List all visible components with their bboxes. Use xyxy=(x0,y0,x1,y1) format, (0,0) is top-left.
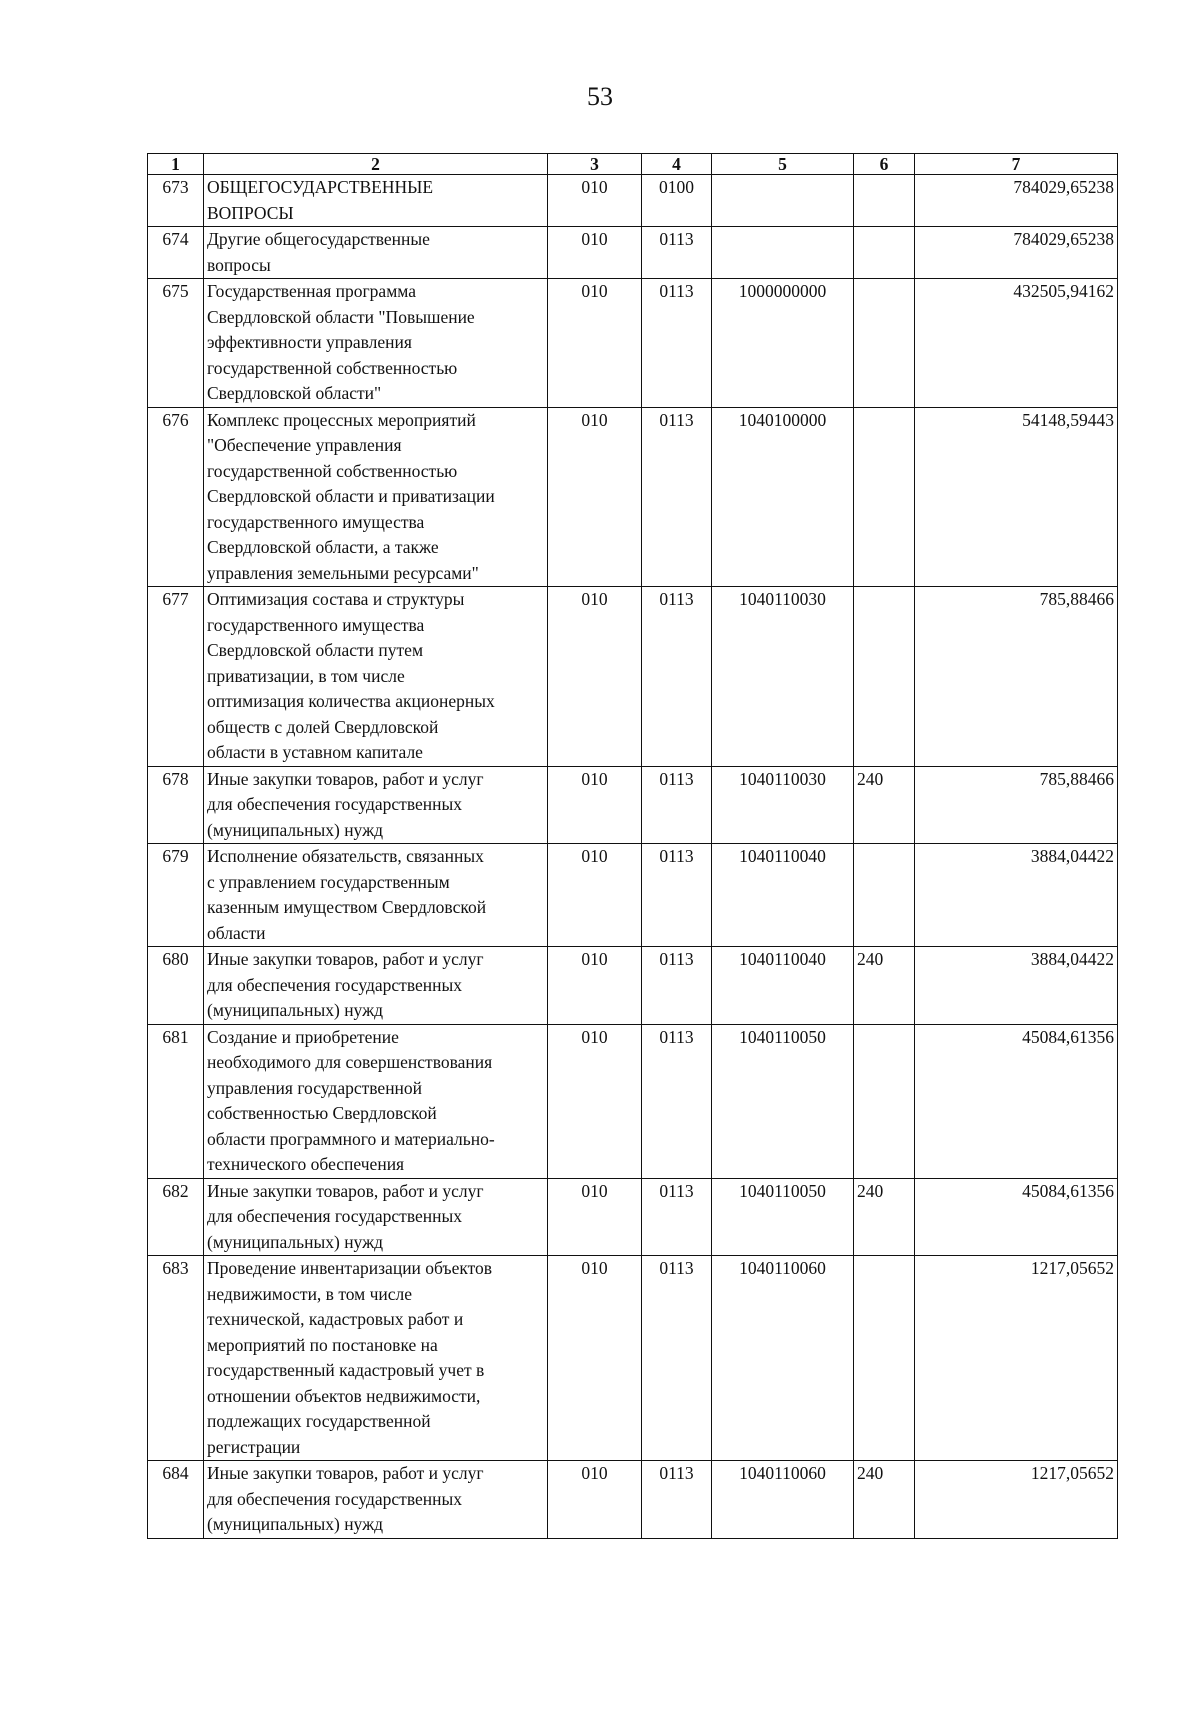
subsection-code: 0113 xyxy=(642,1461,712,1539)
row-name-line: Оптимизация состава и структуры xyxy=(207,589,465,609)
row-name-line: (муниципальных) нужд xyxy=(207,819,384,840)
row-name-line: регистрации xyxy=(207,1436,301,1457)
table-row xyxy=(148,1461,1118,1539)
subsection-code: 0100 xyxy=(642,175,712,227)
expense-type-code xyxy=(854,844,915,947)
amount: 784029,65238 xyxy=(915,175,1118,227)
row-name-line: государственного имущества xyxy=(207,614,425,635)
row-name-line: Свердловской области "Повышение xyxy=(207,306,475,327)
target-article-code: 1000000000 xyxy=(712,279,854,408)
row-number: 676 xyxy=(148,407,204,587)
expense-type-code xyxy=(854,175,915,227)
table-row xyxy=(148,947,1118,1025)
row-name-line: (муниципальных) нужд xyxy=(207,1231,384,1252)
row-name xyxy=(204,279,548,408)
section-code: 010 xyxy=(548,279,642,408)
row-name xyxy=(204,1256,548,1461)
amount: 784029,65238 xyxy=(915,227,1118,279)
expense-type-code xyxy=(854,407,915,587)
target-article-code: 1040110030 xyxy=(712,766,854,844)
row-name-line: собственностью Свердловской xyxy=(207,1103,437,1123)
row-name-line: вопросы xyxy=(207,254,271,275)
row-name-line: необходимого для совершенствования xyxy=(207,1052,493,1072)
table-row xyxy=(148,407,1118,587)
row-number: 684 xyxy=(148,1461,204,1539)
row-name-line: оптимизация количества акционерных xyxy=(207,691,495,711)
expense-type-code xyxy=(854,587,915,767)
row-name-line: Исполнение обязательств, связанных xyxy=(207,846,484,866)
row-name xyxy=(204,1178,548,1256)
subsection-code: 0113 xyxy=(642,407,712,587)
row-number: 681 xyxy=(148,1024,204,1178)
row-name-line: Иные закупки товаров, работ и услуг xyxy=(207,949,484,969)
row-number: 677 xyxy=(148,587,204,767)
row-name-line: государственный кадастровый учет в xyxy=(207,1360,485,1380)
row-name-line: приватизации, в том числе xyxy=(207,665,405,686)
amount: 3884,04422 xyxy=(915,947,1118,1025)
target-article-code: 1040110060 xyxy=(712,1256,854,1461)
section-code: 010 xyxy=(548,227,642,279)
row-name-line: обществ с долей Свердловской xyxy=(207,716,439,737)
row-name-line: Государственная программа xyxy=(207,281,416,301)
row-name-line: (муниципальных) нужд xyxy=(207,1514,384,1534)
row-name-line: ОБЩЕГОСУДАРСТВЕННЫЕ xyxy=(207,177,434,197)
amount: 432505,94162 xyxy=(915,279,1118,408)
row-number: 680 xyxy=(148,947,204,1025)
row-name-line: технического обеспечения xyxy=(207,1154,405,1174)
table-row xyxy=(148,587,1118,767)
subsection-code: 0113 xyxy=(642,766,712,844)
amount: 785,88466 xyxy=(915,587,1118,767)
row-name-line: отношении объектов недвижимости, xyxy=(207,1385,481,1406)
expense-type-code xyxy=(854,227,915,279)
subsection-code: 0113 xyxy=(642,1024,712,1178)
target-article-code: 1040110060 xyxy=(712,1461,854,1539)
amount: 1217,05652 xyxy=(915,1461,1118,1539)
row-name-line: государственной собственностью xyxy=(207,460,458,481)
amount: 785,88466 xyxy=(915,766,1118,844)
row-name xyxy=(204,1024,548,1178)
row-name-line: подлежащих государственной xyxy=(207,1411,431,1431)
amount: 45084,61356 xyxy=(915,1178,1118,1256)
table-row xyxy=(148,844,1118,947)
column-header-3: 3 xyxy=(548,154,642,175)
section-code: 010 xyxy=(548,1024,642,1178)
row-number: 682 xyxy=(148,1178,204,1256)
row-name-line: Проведение инвентаризации объектов xyxy=(207,1258,493,1278)
row-name xyxy=(204,407,548,587)
column-header-2: 2 xyxy=(204,154,548,175)
row-name xyxy=(204,227,548,279)
row-name-line: Свердловской области" xyxy=(207,383,382,403)
column-header-4: 4 xyxy=(642,154,712,175)
row-name-line: Комплекс процессных мероприятий xyxy=(207,409,476,430)
row-name-line: области программного и материально- xyxy=(207,1128,495,1149)
table-body xyxy=(148,175,1118,1539)
target-article-code: 1040110050 xyxy=(712,1024,854,1178)
target-article-code xyxy=(712,227,854,279)
row-number: 675 xyxy=(148,279,204,408)
row-name-line: для обеспечения государственных xyxy=(207,1488,462,1509)
target-article-code: 1040110030 xyxy=(712,587,854,767)
row-name-line: управления земельными ресурсами" xyxy=(207,562,479,583)
column-header-7: 7 xyxy=(915,154,1118,175)
row-name-line: Свердловской области, а также xyxy=(207,537,439,557)
target-article-code: 1040110050 xyxy=(712,1178,854,1256)
row-number: 673 xyxy=(148,175,204,227)
target-article-code xyxy=(712,175,854,227)
row-number: 679 xyxy=(148,844,204,947)
target-article-code: 1040110040 xyxy=(712,947,854,1025)
row-name-line: Иные закупки товаров, работ и услуг xyxy=(207,1463,484,1483)
row-name-line: Создание и приобретение xyxy=(207,1026,399,1047)
table-row xyxy=(148,279,1118,408)
subsection-code: 0113 xyxy=(642,227,712,279)
row-number: 674 xyxy=(148,227,204,279)
budget-table xyxy=(147,153,1118,1539)
subsection-code: 0113 xyxy=(642,1178,712,1256)
row-name-line: казенным имуществом Свердловской xyxy=(207,897,487,917)
row-name-line: технической, кадастровых работ и xyxy=(207,1309,464,1329)
section-code: 010 xyxy=(548,947,642,1025)
row-name-line: эффективности управления xyxy=(207,332,412,352)
expense-type-code: 240 xyxy=(854,947,915,1025)
section-code: 010 xyxy=(548,766,642,844)
row-name-line: государственного имущества xyxy=(207,511,425,532)
amount: 45084,61356 xyxy=(915,1024,1118,1178)
expense-type-code xyxy=(854,1256,915,1461)
row-name-line: для обеспечения государственных xyxy=(207,974,462,995)
section-code: 010 xyxy=(548,587,642,767)
subsection-code: 0113 xyxy=(642,587,712,767)
row-name xyxy=(204,1461,548,1539)
target-article-code: 1040110040 xyxy=(712,844,854,947)
row-name-line: управления государственной xyxy=(207,1077,423,1098)
row-name-line: (муниципальных) нужд xyxy=(207,1000,384,1020)
table-row xyxy=(148,1178,1118,1256)
column-header-1: 1 xyxy=(148,154,204,175)
row-name-line: с управлением государственным xyxy=(207,871,450,892)
header-row xyxy=(148,154,1118,175)
row-name-line: недвижимости, в том числе xyxy=(207,1283,413,1304)
amount: 54148,59443 xyxy=(915,407,1118,587)
row-name xyxy=(204,766,548,844)
row-number: 678 xyxy=(148,766,204,844)
row-name-line: Свердловской области и приватизации xyxy=(207,486,495,506)
row-name-line: государственной собственностью xyxy=(207,357,458,378)
row-number: 683 xyxy=(148,1256,204,1461)
row-name-line: Иные закупки товаров, работ и услуг xyxy=(207,1180,484,1201)
table-row xyxy=(148,1256,1118,1461)
section-code: 010 xyxy=(548,844,642,947)
row-name xyxy=(204,175,548,227)
table-row xyxy=(148,227,1118,279)
page-number: 53 xyxy=(587,82,613,111)
row-name-line: Свердловской области путем xyxy=(207,640,424,660)
subsection-code: 0113 xyxy=(642,279,712,408)
row-name xyxy=(204,947,548,1025)
row-name xyxy=(204,844,548,947)
row-name-line: мероприятий по постановке на xyxy=(207,1334,438,1355)
column-header-6: 6 xyxy=(854,154,915,175)
expense-type-code xyxy=(854,279,915,408)
expense-type-code xyxy=(854,1024,915,1178)
row-name-line: ВОПРОСЫ xyxy=(207,202,294,223)
row-name-line: "Обеспечение управления xyxy=(207,435,402,455)
column-header-5: 5 xyxy=(712,154,854,175)
row-name-line: Другие общегосударственные xyxy=(207,229,430,249)
table-row xyxy=(148,175,1118,227)
amount: 3884,04422 xyxy=(915,844,1118,947)
table-row xyxy=(148,1024,1118,1178)
subsection-code: 0113 xyxy=(642,1256,712,1461)
section-code: 010 xyxy=(548,1461,642,1539)
section-code: 010 xyxy=(548,407,642,587)
row-name xyxy=(204,587,548,767)
expense-type-code: 240 xyxy=(854,1461,915,1539)
subsection-code: 0113 xyxy=(642,844,712,947)
section-code: 010 xyxy=(548,1178,642,1256)
table-row xyxy=(148,766,1118,844)
row-name-line: для обеспечения государственных xyxy=(207,1206,462,1226)
subsection-code: 0113 xyxy=(642,947,712,1025)
section-code: 010 xyxy=(548,175,642,227)
expense-type-code: 240 xyxy=(854,1178,915,1256)
expense-type-code: 240 xyxy=(854,766,915,844)
target-article-code: 1040100000 xyxy=(712,407,854,587)
row-name-line: Иные закупки товаров, работ и услуг xyxy=(207,768,484,789)
row-name-line: для обеспечения государственных xyxy=(207,794,462,814)
section-code: 010 xyxy=(548,1256,642,1461)
amount: 1217,05652 xyxy=(915,1256,1118,1461)
row-name-line: области xyxy=(207,922,266,943)
row-name-line: области в уставном капитале xyxy=(207,742,423,762)
